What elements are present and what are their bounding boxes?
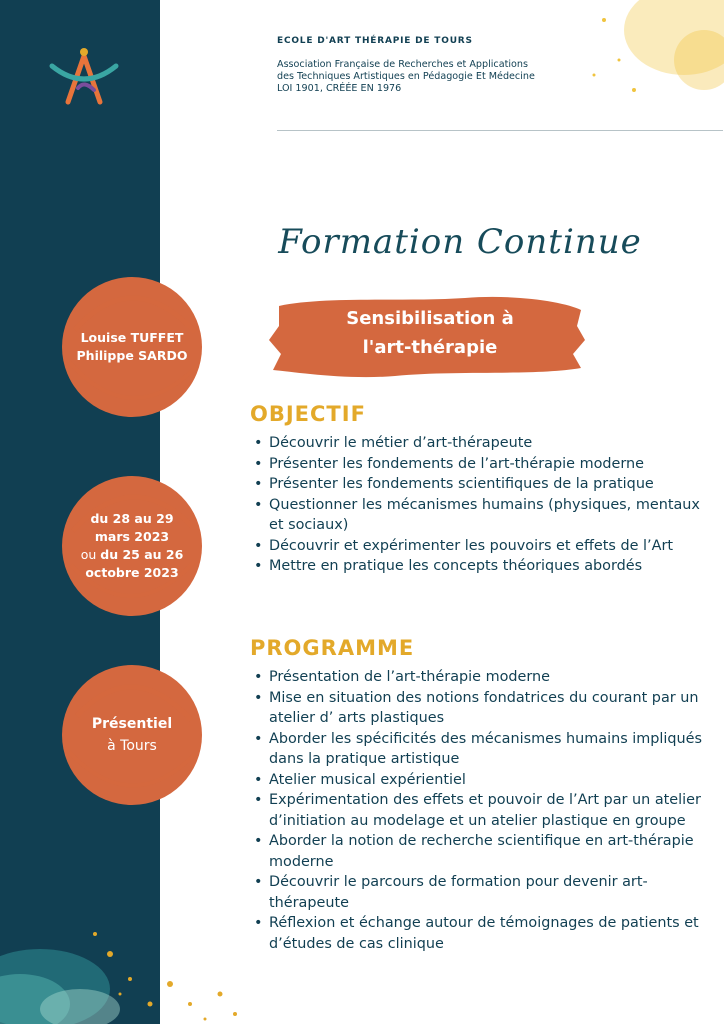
list-item: • Atelier musical expérientiel: [250, 770, 710, 791]
list-item: • Aborder les spécificités des mécanismes humains impliqués dans la pratique artistique: [250, 729, 710, 770]
instructor-name: Louise TUFFET: [80, 330, 184, 345]
instructor-name: Philippe SARDO: [76, 348, 188, 363]
list-item: • Découvrir et expérimenter les pouvoirs et effets de l’Art: [250, 536, 710, 557]
list-item: • Présenter les fondements de l’art-thérapie moderne: [250, 454, 710, 475]
list-item: • Mettre en pratique les concepts théoriques abordés: [250, 556, 710, 577]
location-mode: Présentiel: [91, 716, 173, 732]
date-line: mars 2023: [94, 529, 170, 544]
school-logo-icon: [48, 44, 120, 106]
date-alt: du 25 au 26: [100, 547, 184, 562]
course-subtitle: [305, 304, 555, 362]
list-item: • Aborder la notion de recherche scientifique en art-thérapie moderne: [250, 831, 710, 872]
objectif-list: [250, 433, 710, 577]
dates-badge: [55, 469, 209, 623]
header-divider: [277, 130, 723, 131]
list-item: • Mise en situation des notions fondatrices du courant par un atelier d’ arts plastiques: [250, 688, 710, 729]
list-item: • Réflexion et échange autour de témoignages de patients et d’études de cas clinique: [250, 913, 710, 954]
objectif-heading: OBJECTIF: [250, 402, 366, 426]
list-item: • Questionner les mécanismes humains (physiques, mentaux et sociaux): [250, 495, 710, 536]
header: [277, 36, 697, 95]
date-line: octobre 2023: [85, 565, 179, 580]
programme-list: [250, 667, 710, 954]
subtitle-line: Sensibilisation à: [346, 308, 514, 329]
association-info: [277, 59, 697, 95]
list-item: • Découvrir le parcours de formation pour devenir art-thérapeute: [250, 872, 710, 913]
page-title: Formation Continue: [278, 222, 642, 262]
location-badge: [55, 658, 209, 812]
location-place: à Tours: [107, 738, 157, 754]
gold-dots-decoration: [150, 964, 250, 1024]
list-item: • Expérimentation des effets et pouvoir de l’Art par un atelier d’initiation au modelage et un atelier plastique en groupe: [250, 790, 710, 831]
school-name: ECOLE D'ART THÉRAPIE DE TOURS: [277, 36, 473, 46]
subtitle-line: l'art-thérapie: [362, 337, 498, 358]
list-item: • Découvrir le métier d’art-thérapeute: [250, 433, 710, 454]
association-line: des Techniques Artistiques en Pédagogie Et Médecine: [277, 71, 535, 82]
list-item: • Présenter les fondements scientifiques de la pratique: [250, 474, 710, 495]
association-line: LOI 1901, CRÉÉE EN 1976: [277, 83, 402, 94]
watercolor-splash-decoration: [0, 894, 160, 1024]
date-or: ou: [80, 547, 97, 562]
association-line: Association Française de Recherches et Applications: [277, 59, 528, 70]
programme-heading: PROGRAMME: [250, 636, 415, 660]
instructors-badge: [55, 270, 209, 424]
date-line: du 28 au 29: [90, 511, 174, 526]
date-line: [81, 546, 184, 564]
list-item: • Présentation de l’art-thérapie moderne: [250, 667, 710, 688]
